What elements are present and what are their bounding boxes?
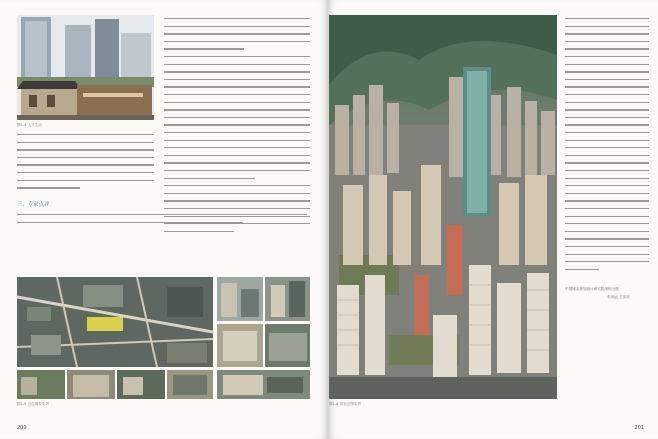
right-body-text bbox=[565, 15, 649, 273]
right-page bbox=[329, 0, 658, 439]
photo-caption: 图1-4 人文生活 bbox=[17, 123, 42, 127]
section-heading: 三、专家点评 bbox=[17, 202, 50, 208]
aerial-caption: 图1-6 项目总图实景 bbox=[329, 402, 362, 406]
urban-village-illustration bbox=[17, 15, 154, 120]
map-caption: 图1-5 区位图及实景 bbox=[17, 402, 50, 406]
aerial-city-photo bbox=[329, 15, 557, 399]
signature-authors: 朱荣远 王泽坚 bbox=[607, 295, 630, 299]
signature-institute: 中国城市规划设计研究院深圳分院 bbox=[565, 287, 619, 291]
page-number-right: 201 bbox=[634, 425, 644, 431]
left-page bbox=[0, 0, 327, 439]
page-number-left: 200 bbox=[17, 425, 27, 431]
location-map-composite bbox=[17, 277, 310, 399]
urban-village-photo bbox=[17, 15, 154, 120]
left-body-text bbox=[17, 131, 154, 192]
aerial-city-illustration bbox=[329, 15, 557, 399]
left-page-column-2 bbox=[164, 15, 310, 235]
location-map-illustration bbox=[17, 277, 310, 399]
